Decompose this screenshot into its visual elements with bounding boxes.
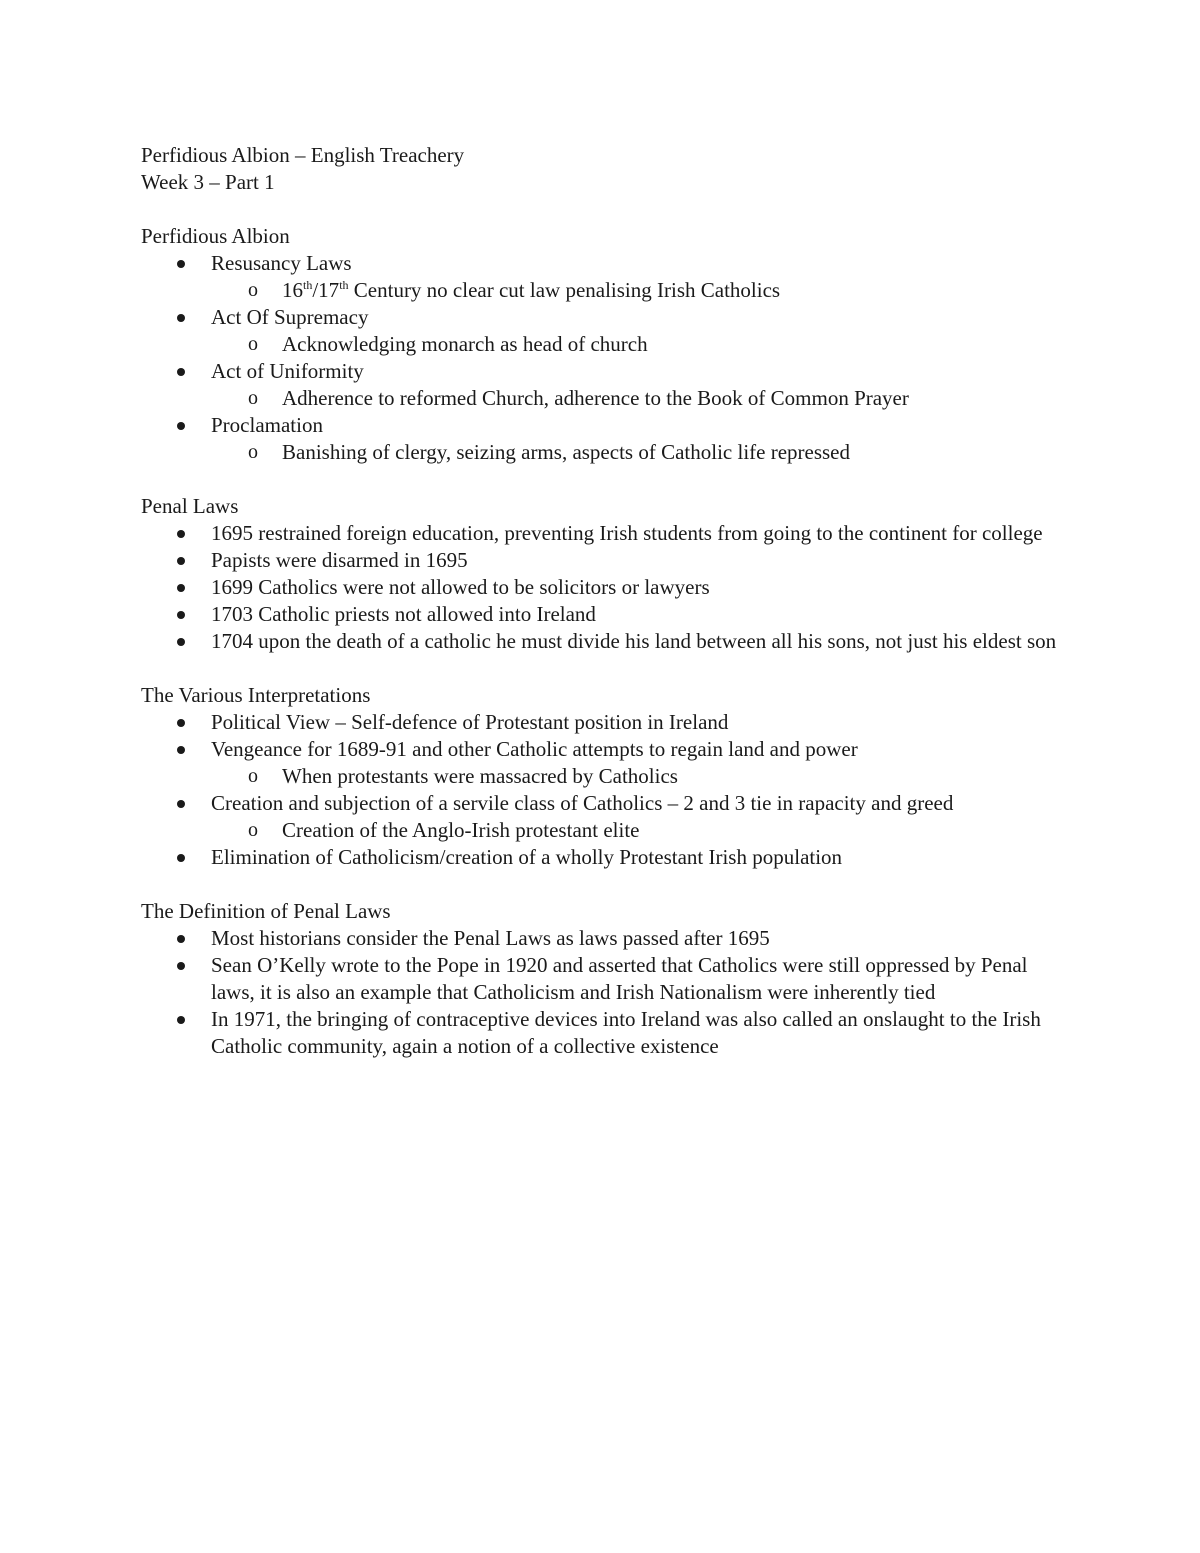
list-item-text: Creation and subjection of a servile class of Catholics – 2 and 3 tie in rapacity and greed xyxy=(211,791,954,815)
list-item xyxy=(141,547,1071,574)
bullet-icon xyxy=(177,935,185,943)
list-item xyxy=(141,304,1071,358)
list-item-text: 1704 upon the death of a catholic he must divide his land between all his sons, not just his eldest son xyxy=(211,629,1057,653)
section-heading: Penal Laws xyxy=(141,494,239,518)
circle-bullet-icon: o xyxy=(248,765,258,787)
list-item-text: In 1971, the bringing of contraceptive devices into Ireland was also called an onslaught to the Irish Catholic community, again a notion of a collective existence xyxy=(211,1007,1041,1058)
bullet-icon xyxy=(177,1016,185,1024)
list-item xyxy=(141,736,1071,790)
bullet-icon xyxy=(177,368,185,376)
bullet-icon xyxy=(177,719,185,727)
list-item xyxy=(141,358,1071,412)
list-item xyxy=(141,520,1071,547)
list-item-text: Political View – Self-defence of Protestant position in Ireland xyxy=(211,710,729,734)
sub-item-text: Adherence to reformed Church, adherence to the Book of Common Prayer xyxy=(282,386,909,410)
list-item-text: Proclamation xyxy=(211,413,323,437)
circle-bullet-icon: o xyxy=(248,819,258,841)
bullet-icon xyxy=(177,584,185,592)
list-item-text: Resusancy Laws xyxy=(211,251,352,275)
bullet-icon xyxy=(177,611,185,619)
list-item-text: 1695 restrained foreign education, preventing Irish students from going to the continent for college xyxy=(211,521,1043,545)
document-subtitle: Week 3 – Part 1 xyxy=(141,170,275,194)
list-item xyxy=(141,601,1071,628)
list-item-text: Elimination of Catholicism/creation of a wholly Protestant Irish population xyxy=(211,845,843,869)
sub-list-item xyxy=(141,439,1071,466)
bullet-icon xyxy=(177,746,185,754)
section-heading: Perfidious Albion xyxy=(141,224,290,248)
list-item xyxy=(141,709,1071,736)
circle-bullet-icon: o xyxy=(248,441,258,463)
sub-list xyxy=(211,331,1071,358)
document-title: Perfidious Albion – English Treachery xyxy=(141,143,465,167)
bullet-list xyxy=(141,250,1071,466)
bullet-icon xyxy=(177,314,185,322)
sub-list-item xyxy=(141,763,1071,790)
sub-list xyxy=(211,763,1071,790)
sub-list xyxy=(211,277,1071,304)
sub-item-text: Creation of the Anglo-Irish protestant elite xyxy=(282,818,640,842)
sub-item-text: Banishing of clergy, seizing arms, aspects of Catholic life repressed xyxy=(282,440,851,464)
sub-list-item xyxy=(141,277,1071,304)
sub-list-item xyxy=(141,385,1071,412)
sub-item-text: When protestants were massacred by Catholics xyxy=(282,764,678,788)
list-item-text: 1699 Catholics were not allowed to be solicitors or lawyers xyxy=(211,575,710,599)
bullet-icon xyxy=(177,260,185,268)
spacer xyxy=(141,466,1071,493)
section-heading: The Definition of Penal Laws xyxy=(141,899,391,923)
list-item xyxy=(141,574,1071,601)
list-item-text: 1703 Catholic priests not allowed into Ireland xyxy=(211,602,596,626)
list-item xyxy=(141,844,1071,871)
bullet-icon xyxy=(177,800,185,808)
circle-bullet-icon: o xyxy=(248,279,258,301)
sub-list xyxy=(211,439,1071,466)
sub-list xyxy=(211,817,1071,844)
spacer xyxy=(141,196,1071,223)
list-item-text: Act Of Supremacy xyxy=(211,305,369,329)
bullet-icon xyxy=(177,638,185,646)
list-item xyxy=(141,412,1071,466)
bullet-list xyxy=(141,709,1071,871)
spacer xyxy=(141,871,1071,898)
bullet-icon xyxy=(177,422,185,430)
bullet-icon xyxy=(177,557,185,565)
list-item-text: Sean O’Kelly wrote to the Pope in 1920 and asserted that Catholics were still oppressed by Penal laws, it is also an example that Catholicism and Irish Nationalism were inherently tied xyxy=(211,953,1028,1004)
sub-item-text: 16th/17th Century no clear cut law penalising Irish Catholics xyxy=(282,278,781,302)
sub-item-text: Acknowledging monarch as head of church xyxy=(282,332,648,356)
circle-bullet-icon: o xyxy=(248,387,258,409)
circle-bullet-icon: o xyxy=(248,333,258,355)
list-item xyxy=(141,250,1071,304)
bullet-icon xyxy=(177,962,185,970)
list-item xyxy=(141,952,1071,1006)
bullet-list xyxy=(141,925,1071,1060)
list-item-text: Act of Uniformity xyxy=(211,359,364,383)
sub-list-item xyxy=(141,817,1071,844)
section-heading: The Various Interpretations xyxy=(141,683,371,707)
list-item xyxy=(141,925,1071,952)
list-item-text: Most historians consider the Penal Laws as laws passed after 1695 xyxy=(211,926,770,950)
list-item xyxy=(141,628,1071,655)
spacer xyxy=(141,655,1071,682)
bullet-icon xyxy=(177,530,185,538)
list-item-text: Papists were disarmed in 1695 xyxy=(211,548,468,572)
list-item xyxy=(141,790,1071,844)
list-item xyxy=(141,1006,1071,1060)
document-body xyxy=(141,142,1071,1060)
bullet-icon xyxy=(177,854,185,862)
sub-list-item xyxy=(141,331,1071,358)
list-item-text: Vengeance for 1689-91 and other Catholic attempts to regain land and power xyxy=(211,737,858,761)
bullet-list xyxy=(141,520,1071,655)
sub-list xyxy=(211,385,1071,412)
